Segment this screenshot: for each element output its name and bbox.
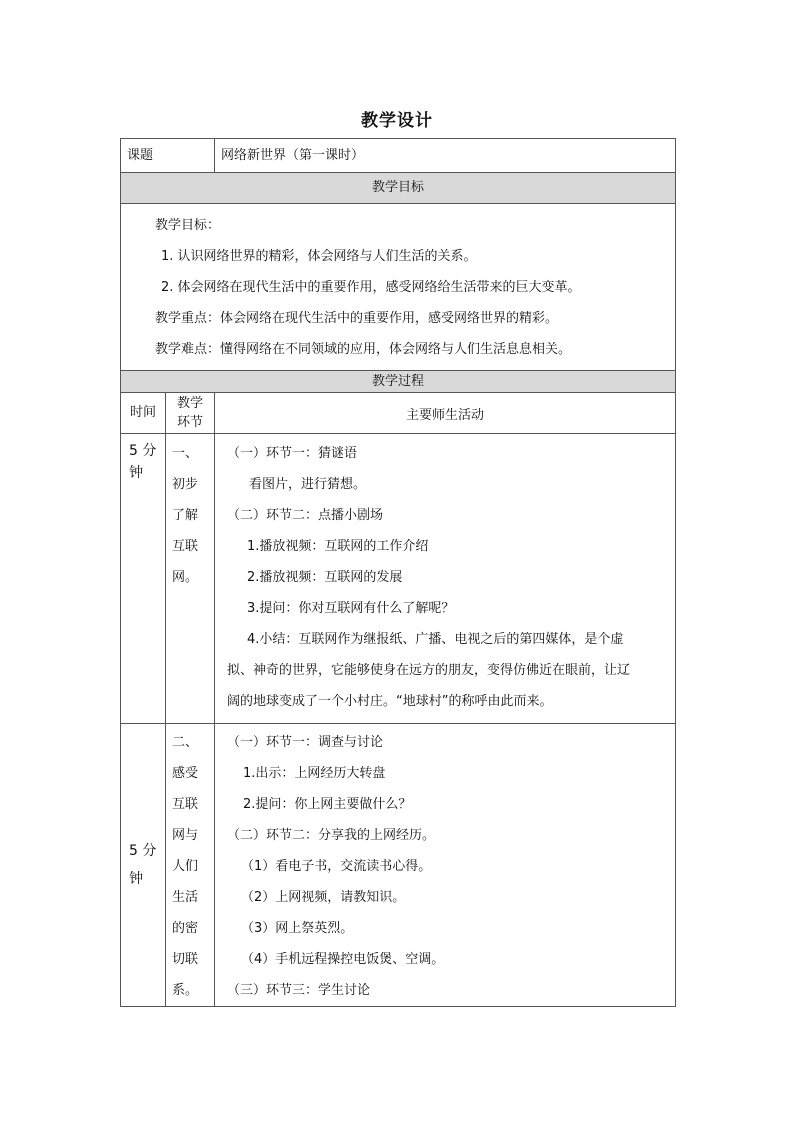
activity-line: 阔的地球变成了一个小村庄。“地球村”的称呼由此而来。 [227,694,553,709]
activity-line: （一）环节一：猜谜语 [227,446,358,461]
activity-line: 1.播放视频：互联网的工作介绍 [247,539,429,554]
objectives-row [121,204,676,371]
process-header-row [121,371,676,393]
section-activities [215,724,676,1007]
course-value: 网络新世界（第一课时） [215,139,676,173]
activity-line: 2.播放视频：互联网的发展 [247,570,403,585]
activity-line: （4）手机远程操控电饭煲、空调。 [241,952,445,967]
section-stage-line: 网与 [172,828,199,843]
course-row [121,139,676,173]
activity-line: 看图片，进行猜想。 [249,477,367,492]
activity-line: 4.小结：互联网作为继报纸、广播、电视之后的第四媒体，是个虚 [247,632,624,647]
column-header-activities: 主要师生活动 [215,393,676,434]
activity-line: （三）环节三：学生讨论 [227,983,371,998]
activity-line: （一）环节一：调查与讨论 [227,735,384,750]
difficulty: 教学难点：懂得网络在不同领域的应用，体会网络与人们生活息息相关。 [155,342,572,357]
section-stage-line: 人们 [172,859,199,874]
section-stage-line: 感受 [172,766,199,781]
objectives-header-row [121,173,676,204]
activity-line: 1.出示：上网经历大转盘 [243,766,386,781]
key-point: 教学重点：体会网络在现代生活中的重要作用，感受网络世界的精彩。 [155,311,559,326]
activity-line: 拟、神奇的世界，它能够使身在远方的朋友，变得仿佛近在眼前，让辽 [227,663,631,678]
section-stage-line: 切联 [172,952,199,967]
course-label: 课题 [121,139,215,173]
section-stage-line: 一、 [172,446,199,461]
activity-line: 3.提问：你对互联网有什么了解呢？ [247,601,455,616]
objective-item: 2. 体会网络在现代生活中的重要作用，感受网络给生活带来的巨大变革。 [161,280,581,295]
column-header-stage [166,393,215,434]
objectives-content [121,204,676,371]
section-stage-line: 网。 [172,570,199,585]
process-column-headers [121,393,676,434]
process-header: 教学过程 [121,371,676,393]
section-stage-line: 二、 [172,735,199,750]
objective-item: 1. 认识网络世界的精彩，体会网络与人们生活的关系。 [161,249,477,264]
activity-line: （二）环节二：分享我的上网经历。 [227,828,436,843]
objectives-header: 教学目标 [121,173,676,204]
activity-line: （二）环节二：点播小剧场 [227,508,384,523]
objectives-heading: 教学目标： [155,218,221,233]
column-header-stage-line: 教学 [177,396,204,411]
process-section-row [121,434,676,724]
section-stage-line: 的密 [172,921,199,936]
section-time-line: 5 分 [129,443,157,459]
activity-line: （1）看电子书，交流读书心得。 [241,859,432,874]
activity-line: （2）上网视频，请教知识。 [241,890,406,905]
section-time-line: 5 分 [129,843,157,859]
section-time-line: 钟 [129,871,143,887]
lesson-plan-table [120,138,676,1007]
activity-line: 2.提问：你上网主要做什么？ [243,797,412,812]
column-header-stage-line: 环节 [177,415,204,430]
column-header-time: 时间 [121,393,166,434]
section-activities [215,434,676,724]
section-stage [166,434,215,724]
section-stage-line: 系。 [172,983,199,998]
section-stage-line: 了解 [172,508,199,523]
section-stage-line: 互联 [172,797,199,812]
activity-line: （3）网上祭英烈。 [241,921,354,936]
document-title: 教学设计 [361,111,433,131]
section-stage-line: 互联 [172,539,199,554]
section-time [121,724,166,1007]
section-time-line: 钟 [129,465,143,481]
section-stage-line: 初步 [172,477,199,492]
section-stage-line: 生活 [172,890,199,905]
section-time [121,434,166,724]
process-section-row [121,724,676,1007]
section-stage [166,724,215,1007]
